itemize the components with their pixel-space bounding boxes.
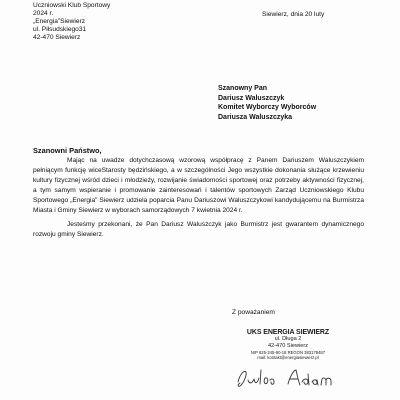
- recipient-line: Komitet Wyborczy Wyborców: [218, 104, 317, 112]
- stamp-email: mail: kontakt@energiasiewierz.pl: [257, 355, 319, 361]
- organization-stamp: [232, 329, 344, 361]
- body-paragraph-1: Mając na uwadze dotychczasową wzorową współpracę z Panem Dariuszem Waluszczykiem pełniącym funkcję wiceStarosty będzińskiego, a w szczególności Jego wszystkie dokonania służące krzewieniu kultury fizycznej wśród dzieci i młodzieży, rozwijanie świadomości sportowej oraz potrzeby aktywności fizycznej, a tym samym wspieranie i promowanie zainteresowań i talentów sportowych Zarząd Uczniowskiego Klubu Sportowego „Energia” Siewierz udziela poparcia Panu Dariuszowi Waluszczykowi kandydującemu na Burmistrza Miasta i Gminy Siewierz w wyborach samorządowych 7 kwietnia 2024 r.: [33, 157, 364, 215]
- sender-line: „Energia”Siewierz: [33, 18, 86, 26]
- letter-body: [33, 156, 364, 240]
- closing-phrase: Z poważaniem: [232, 309, 275, 316]
- stamp-name: UKS ENERGIA SIEWIERZ: [246, 329, 330, 336]
- sender-line: 42-470 Siewierz: [33, 34, 81, 42]
- stamp-city: 42-470 Siewierz: [267, 342, 309, 349]
- salutation: Szanowni Państwo,: [33, 146, 102, 155]
- sender-address: [33, 2, 110, 42]
- recipient-line: Szanowny Pan: [218, 85, 268, 92]
- place-date: Siewierz, dnia 20 luty: [262, 11, 325, 18]
- stamp-ids: NIP 625-245-90-18 REGON 383178487: [250, 349, 326, 355]
- stamp-street: ul. Długa 2: [274, 336, 302, 342]
- recipient-address: [218, 84, 316, 122]
- handwritten-signature: [234, 364, 344, 390]
- recipient-line: Dariusza Waluszczyka: [218, 113, 293, 121]
- sender-line: Uczniowski Klub Sportowy: [33, 2, 111, 9]
- recipient-line: Dariusz Waluszczyk: [218, 94, 285, 102]
- body-paragraph-2: Jesteśmy przekonani, że Pan Dariusz Waluszczyk jako Burmistrz jest gwarantem dynamicznego rozwoju gminy Siewierz.: [33, 220, 364, 238]
- sender-line: 2024 r.: [33, 10, 54, 18]
- sender-line: ul. Piłsudskiego31: [33, 26, 87, 34]
